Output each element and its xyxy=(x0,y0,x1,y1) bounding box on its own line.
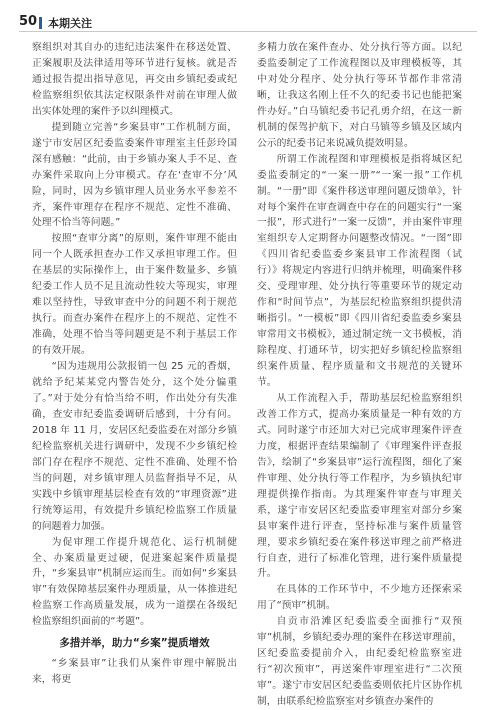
left-column xyxy=(32,40,237,688)
page-header xyxy=(0,6,496,32)
left-paragraph-4: “因为违规用公款报销一包 25 元的香烟，就给予纪某某党内警告处分，这个处分偏重了。”对于处分有恰当给不明，作出处分有失准确，查安市纪委监委调研后感到，十分有问。2018 年 11 月，安居区纪委监委在对部分乡镇纪检监察机关进行调研中，发现不少乡镇纪检部门存在程序不规范、定性不准确、处理不恰当的问题，对乡镇审理人员监督指导不足，从实践中乡镇审理基层检查有效的“审理资源”进行统筹运用，有效提升乡镇纪检监察工作质量的问题着力加强。 xyxy=(32,361,237,532)
page-number: 50 xyxy=(19,14,38,29)
left-paragraph-1: 察组织对其自办的违纪违法案件在移送处置、正案履职及法律适用等环节进行复核。就是否通过报告提出指导意见，再交由乡镇纪委或纪检监察组织依其法定权限条件对前在审理人做出实体处理的案件予以纠理模式。 xyxy=(32,42,237,117)
right-paragraph-4: 在具体的工作环节中，不少地方还探索采用了“预审”机制。 xyxy=(257,584,462,612)
right-paragraph-1: 多精力放在案件查办、处分执行等方面。以纪委监委制定了工作流程图以及审理模板等，其中对处分程序、处分执行等环节都作非常清晰，让我这名刚上任不久的纪委书记也能把案件办好。”白马镇纪委书记孔勇介绍，在这一新机制的保驾护航下，对白马镇等乡镇及区域内公示的纪委书记来说减负提效明显。 xyxy=(257,42,462,149)
header-divider xyxy=(19,31,477,32)
section-subheading: 多措并举，助力“乡案”提质增效 xyxy=(59,637,210,650)
section-title: 本期关注 xyxy=(48,17,92,30)
right-paragraph-2: 所谓工作流程图和审理模板是指将城区纪委监委制定的“一案一册”“一案一报”工作机制。“一册”即《案件移送审理问题反馈单》，针对每个案件在审查调查中存在的问题实行“一案一报”，形式进行“一案一反馈”，并由案件审理室组织专人定期督办问题整改情况。“一图”即《四川省纪委监委乡案县审工作流程图（试行）》将规定内容进行归纳并梳理，明确案件移交、受理审理、处分执行等重要环节的规定动作和“时间节点”，为基层纪检监察组织提供清晰指引。“一模板”即《四川省纪委监委乡案县审常用文书模板》，通过制定统一文书模板，消除程度、打通环节，切实把好乡镇纪检监察组织案件质量、程序质量和文书规范的关键环节。 xyxy=(257,153,462,389)
right-paragraph-3: 从工作流程入手，帮助基层纪检监察组织改善工作方式，提高办案质量是一种有效的方式。同时遂宁市还加大对已完成审理案件评查力度，根据评查结果编制了《审理案件评查报告》，绘制了“乡案县审”运行流程图，细化了案件审理、处分执行等工作程序，为乡镇执纪审理提供操作指南。为其理案件审查与审理关系，遂宁市安居区纪委监委审理室对部分乡案县审案件进行评查，坚持标准与案件质量管理，要求乡镇纪委在案件移送审理之前严格进行自查，进行了标准化管理，进行案件质量提升。 xyxy=(257,392,462,580)
right-paragraph-5: 自贡市沿滩区纪委监委全面推行“双预审”机制，乡镇纪委办理的案件在移送审理前，区纪委监委提前介入，由纪委纪检监察室进行“初次预审”，再送案件审理室进行“二次预审”。遂宁市安居区纪委监委则依托片区协作机制，由联系纪检监察室对乡镇查办案件的 xyxy=(257,616,462,708)
left-paragraph-3: 按照“查审分离”的原则，案件审理不能由同一个人既承担查办工作又承担审理工作。但在基层的实际操作上，由于案件数量多、乡镇纪委工作人员不足且流动性较大等现实，审理难以坚持性，导致审查中分的问题不利于规范执行。而查办案件在程序上的不规范、定性不准确，处理不恰当等问题更是不利于基层工作的有效开展。 xyxy=(32,233,237,357)
left-paragraph-6: “乡案县审”让我们从案件审理中解脱出来，将更 xyxy=(32,658,237,686)
section-marker xyxy=(39,17,42,29)
right-column xyxy=(257,40,462,710)
left-paragraph-5: 为促审理工作提升规范化、运行机制健全、办案质量更过硬，促进案起案件质量提升，“乡案县审”机制应运而生。而如何“乡案县审”有效保障基层案件办理质量，从一体推进纪检监察工作高质量发展，成为一道摆在各级纪检监察组织面前的“考题”。 xyxy=(32,536,237,628)
left-paragraph-2: 提到随立完善“乡案县审”工作机制方面，遂宁市安居区纪委监委案件审理室主任彭玲国深有感触：“此前，由于乡镇办案人手不足、查办案件采取向上分审模式。存在‘查审不分’风险，同时，因为乡镇审理人员业务水平参差不齐，案件审理存在程序不规范、定性不准确、处理不恰当等问题。” xyxy=(32,121,237,229)
